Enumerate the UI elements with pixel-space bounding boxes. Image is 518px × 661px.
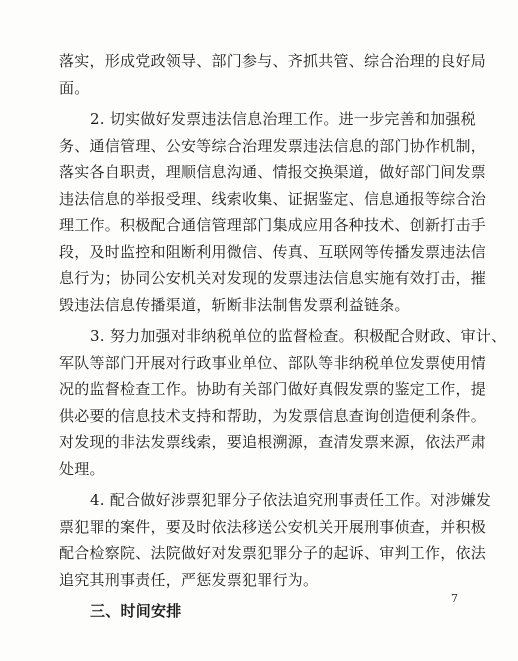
document-body xyxy=(59,48,507,625)
text-line: 军队等部门开展对行政事业单位、部队等非纳税单位发票使用情 xyxy=(59,353,487,372)
page-number: 7 xyxy=(451,592,458,605)
text-line: 落实，形成党政领导、部门参与、齐抓共管、综合治理的良好局 xyxy=(59,52,487,70)
text-line: 处理。 xyxy=(59,459,105,478)
paragraph-4 xyxy=(59,487,492,593)
text-line: 落实各自职责，理顺信息沟通、情报交换渠道，做好部门间发票 xyxy=(59,163,487,181)
text-line: 2. 切实做好发票违法信息治理工作。进一步完善和加强税 xyxy=(90,110,476,128)
text-line: 段，及时监控和阻断利用微信、传真、互联网等传播发票违法信 xyxy=(59,242,487,261)
section-heading: 三、时间安排 xyxy=(90,602,182,620)
text-line: 供必要的信息技术支持和帮助，为发票信息查询创造便利条件。 xyxy=(59,406,487,425)
text-line: 3. 努力加强对非纳税单位的监督检查。积极配合财政、审计、 xyxy=(90,327,507,345)
text-line: 违法信息的举报受理、线索收集、证据鉴定、信息通报等综合治 xyxy=(59,189,487,208)
text-line: 4. 配合做好涉票犯罪分子依法追究刑事责任工作。对涉嫌发 xyxy=(90,491,492,509)
text-line: 追究其刑事责任，严惩发票犯罪行为。 xyxy=(59,570,319,589)
text-line: 配合检察院、法院做好对发票犯罪分子的起诉、审判工作，依法 xyxy=(59,544,487,562)
paragraph-3 xyxy=(59,323,507,482)
text-line: 毁违法信息传播渠道，斩断非法制售发票利益链条。 xyxy=(59,295,410,314)
text-line: 对发现的非法发票线索，要追根溯源，查清发票来源，依法严肃 xyxy=(59,433,487,451)
paragraph-2 xyxy=(59,106,487,318)
text-line: 理工作。积极配合通信管理部门集成应用各种技术、创新打击手 xyxy=(59,216,487,234)
text-line: 务、通信管理、公安等综合治理发票违法信息的部门协作机制， xyxy=(59,136,487,155)
text-line: 面。 xyxy=(59,78,90,97)
text-line: 息行为；协同公安机关对发现的发票违法信息实施有效打击，摧 xyxy=(59,269,487,287)
paragraph-1-tail xyxy=(59,48,487,101)
text-line: 票犯罪的案件，要及时依法移送公安机关开展刑事侦查，并积极 xyxy=(59,517,487,536)
text-line: 况的监督检查工作。协助有关部门做好真假发票的鉴定工作，提 xyxy=(59,380,487,398)
